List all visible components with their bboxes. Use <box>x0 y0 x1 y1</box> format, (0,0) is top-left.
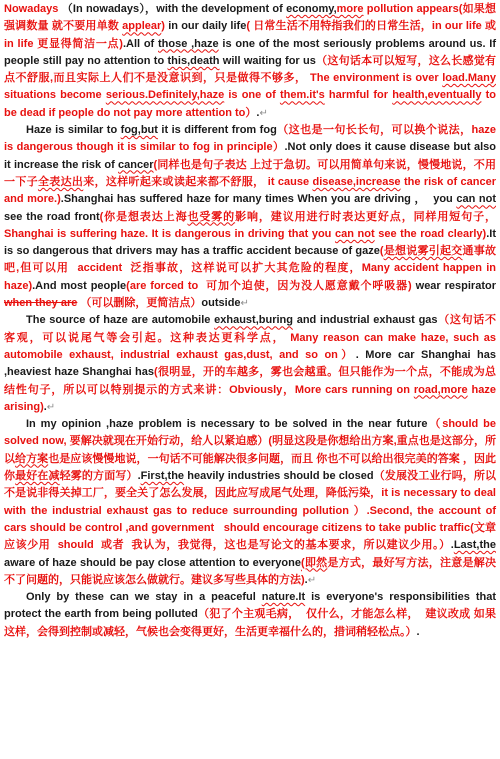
teacher-comment: disease,increase <box>312 175 401 188</box>
paragraph-5 <box>4 589 500 641</box>
essay-text: The source of haze are automobile <box>26 314 215 327</box>
essay-text: First,the <box>140 470 185 483</box>
teacher-comment: load.Many <box>442 72 496 85</box>
essay-text: . More car Shanghai has ,heaviest haze Shanghai has <box>4 348 500 379</box>
teacher-comment: 也是应该慢慢地说，一句话不可能解决很多问题，而且 你也不可以给出很完美的答案 ，因此你 <box>4 452 497 483</box>
essay-text: outside <box>201 297 241 310</box>
essay-text: . <box>416 625 420 638</box>
teacher-comment: situations become <box>4 72 500 102</box>
teacher-comment: （这也是一句长长句，可以换个说法，haze is dangerous though it is similar to fog in principle） <box>4 124 500 154</box>
essay-text: .Not only does it cause disease but also it increase the risk of <box>4 141 500 171</box>
teacher-comment: （犯了个主观毛病， 仅什么，才能怎么样， 建议改成 如果这样，会得到控制或减轻，气候也会变得更好，生活更幸福什么的，措词稍轻松点。） <box>4 608 496 638</box>
teacher-comment: (如果想强调数量 就不要用单数 <box>4 3 497 33</box>
essay-text: is one of the most seriously problems around us. If people still pay no attention to <box>4 37 500 67</box>
teacher-comment: more <box>336 3 364 15</box>
teacher-comment: applear <box>122 20 162 33</box>
teacher-comment: 全表达出 <box>37 175 84 188</box>
teacher-comment: 通事故吧,但可以用 accident 泛指事故，这样说可以扩大其危险的程度，Many accident happen in haze) <box>4 245 500 292</box>
essay-text: economy, <box>286 3 337 15</box>
essay-text: nature.It <box>261 591 306 604</box>
essay-text: .It is so dangerous that drivers may has a traffic accident because of gaze <box>4 227 500 258</box>
teacher-comment: 也受雾的 <box>187 210 236 223</box>
essay-text: in our daily life <box>164 20 247 33</box>
teacher-comment: haze arising) <box>4 383 500 413</box>
paragraph-mark: ↵ <box>307 574 317 586</box>
teacher-comment: (很明显，开的车越多，雾也会越重。但只能作为一个点，不能成为总结性句子，所以可以特别提示的方式来讲：Obviously，More cars running on <box>4 366 496 396</box>
essay-text: it is different from fog <box>157 124 277 137</box>
essay-text: those ,haze <box>158 37 219 50</box>
teacher-comment: 最好在减 <box>15 470 60 483</box>
teacher-comment: (你是想表达上海 <box>99 210 188 223</box>
teacher-comment: Nowadays <box>4 3 59 15</box>
paragraph-mark: ↵ <box>46 401 56 413</box>
essay-text: exhaust,buring <box>214 314 293 327</box>
teacher-comment: health,eventually <box>392 89 482 102</box>
teacher-comment: harmful for <box>324 89 393 102</box>
essay-text: .And most people <box>32 279 127 292</box>
essay-text: . <box>43 400 47 413</box>
essay-text: . <box>256 106 260 119</box>
teacher-comment: 来，这样听起来或读起来都不舒服， it cause <box>83 175 313 188</box>
deleted-text: when they are <box>4 297 78 310</box>
teacher-comment: road,more <box>413 383 468 396</box>
essay-text: and industrial exhaust gas <box>292 314 438 327</box>
paragraph-3 <box>4 312 500 416</box>
teacher-comment: ( 日常生活不用特指我们的日常生活，in our life 或 in life 更显得简洁一点) <box>4 20 500 50</box>
teacher-comment: （发展没工业行吗，所以不是说非得关掉工厂，要全关了怎么发展，因此应写成尾气处理，降低污染，it is necessary to deal with the industrial exhaust gas to reduce surrounding pollution ） <box>4 470 500 517</box>
teacher-comment: serious.Definitely,haze <box>105 89 225 102</box>
essay-text: .Shanghai has suffered haze for many times When you are driving ， you <box>60 193 457 206</box>
teacher-comment: （这句话本可以短写，这么长感觉有点不舒服,而且实际上人们不是没意识到，只是做得不够多， The environment is over <box>4 54 497 85</box>
paragraph-mark: ↵ <box>259 107 268 119</box>
teacher-comment: 是方式，最好写方法，注意是解决不了问题的，只能说应该怎么做就行。建议多写些具体的方法) <box>4 556 496 586</box>
paragraph-4 <box>4 416 500 589</box>
essay-text: .All of <box>122 37 159 50</box>
essay-text: aware of haze should be pay close attention to everyone <box>4 539 500 569</box>
teacher-comment: see the road clearly) <box>374 227 487 240</box>
teacher-comment: to be dead if people do not pay more attention to） <box>4 89 500 119</box>
essay-text: . <box>304 573 308 586</box>
essay-text: （In nowadays），with the development of <box>58 3 287 15</box>
essay-text: Haze is similar to <box>26 124 121 137</box>
teacher-comment: the risk of cancer and more.) <box>4 175 500 206</box>
essay-text: heavily industries should be closed <box>184 470 374 483</box>
paragraph-mark: ↵ <box>240 298 249 310</box>
essay-text: Only by these can we stay in a peaceful <box>26 591 262 604</box>
teacher-comment: （这句话不客观，可以说尾气等会引起。这种表达更科学点， Many reason can make haze, such as automobile exhaust, industrial exhaust gas,dust, and so on） <box>4 314 500 361</box>
teacher-comment: (即然 <box>300 556 328 569</box>
teacher-comment: 给方案 <box>15 452 49 465</box>
essay-text: cancer <box>118 158 154 171</box>
essay-text: can not <box>456 193 496 206</box>
teacher-comment: (文章应该少用 should 或者 我认为，我觉得，这也是写论文的基本要求，所以建议少用。） <box>4 521 496 552</box>
teacher-comment: （可以删除，更简洁点） <box>77 297 202 310</box>
paragraph-2 <box>4 122 500 312</box>
teacher-comment: can not <box>334 227 375 240</box>
essay-text: will waiting for us <box>219 54 316 67</box>
teacher-comment: (同样也是句子表达 上过于急切。可以用简单句来说，慢慢地说，不用一下子 <box>4 158 496 188</box>
essay-text: wear respirator <box>411 279 500 292</box>
teacher-comment: them.it's <box>279 89 325 102</box>
teacher-comment: (are forced to 可加个迫使，因为没人愿意戴个呼吸器) <box>126 279 412 292</box>
teacher-comment: is one of <box>224 89 280 102</box>
essay-text: is everyone's responsibilities that protect the earth from being polluted <box>4 591 500 621</box>
essay-text: . <box>450 539 454 552</box>
teacher-comment: pollution appears <box>363 3 459 15</box>
essay-text: In my opinion ,haze problem is necessary to be solved in the near future <box>26 418 428 431</box>
teacher-comment: 影响，建议用进行时表达更好点，同样用短句子，Shanghai is suffering haze. It is dangerous in driving that you <box>4 210 497 240</box>
teacher-comment: ) <box>161 20 165 33</box>
paragraph-1 <box>4 1 500 122</box>
essay-text: this,death <box>167 54 220 67</box>
essay-text: see the road front <box>4 193 500 223</box>
essay-text: fog,but <box>120 124 158 137</box>
essay-text: . <box>137 470 141 483</box>
teacher-comment: （should be solved now, 要解决就现在开始行动，给人以紧迫感）(明显这段是你想给出方案,重点也是这部分，所以 <box>4 418 500 465</box>
teacher-comment: .Second, the account of cars should be control ,and government should encourage citizens to take public traffic <box>4 504 500 534</box>
teacher-comment: 是想说雾引起交 <box>383 245 463 258</box>
teacher-comment: 轻雾的方面写） <box>59 470 138 483</box>
teacher-comment: ( <box>379 245 384 258</box>
essay-text: Last,the <box>453 539 496 552</box>
